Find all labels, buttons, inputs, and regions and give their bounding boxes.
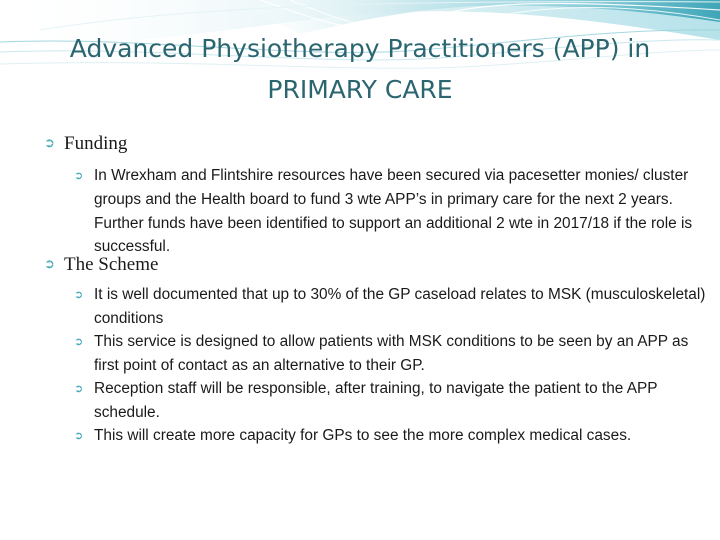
list-item	[74, 164, 714, 259]
section-heading-funding	[44, 133, 127, 155]
list-item-text: Reception staff will be responsible, after training, to navigate the patient to the APP schedule.	[94, 380, 658, 422]
circle-arrow-bullet-icon: ➲	[74, 170, 84, 182]
list-item	[74, 283, 714, 331]
list-item	[74, 330, 714, 378]
section-heading-scheme	[44, 254, 158, 276]
circle-arrow-bullet-icon: ➲	[74, 383, 84, 395]
list-item-text: This will create more capacity for GPs to see the more complex medical cases.	[94, 427, 632, 444]
slide-title-line-2: PRIMARY CARE	[267, 75, 453, 104]
section-heading-label: The Scheme	[64, 254, 159, 275]
list-item	[74, 424, 714, 448]
circle-arrow-bullet-icon: ➲	[44, 256, 55, 271]
circle-arrow-bullet-icon: ➲	[74, 430, 84, 442]
circle-arrow-bullet-icon: ➲	[74, 289, 84, 301]
circle-arrow-bullet-icon: ➲	[44, 135, 55, 150]
list-item-text: In Wrexham and Flintshire resources have been secured via pacesetter monies/ cluster groups and the Health board to fund 3 wte APP’s in primary care for the next 2 years. Further funds have been identified to support an additional 2 wte in 2017/18 if the role is successful.	[94, 167, 693, 256]
slide-title-line-1: Advanced Physiotherapy Practitioners (APP) in	[69, 34, 651, 63]
circle-arrow-bullet-icon: ➲	[74, 336, 84, 348]
list-item	[74, 377, 714, 425]
list-item-text: This service is designed to allow patients with MSK conditions to be seen by an APP as first point of contact as an alternative to their GP.	[94, 333, 689, 375]
section-heading-label: Funding	[64, 133, 128, 154]
list-item-text: It is well documented that up to 30% of the GP caseload relates to MSK (musculoskeletal) conditions	[94, 286, 706, 328]
